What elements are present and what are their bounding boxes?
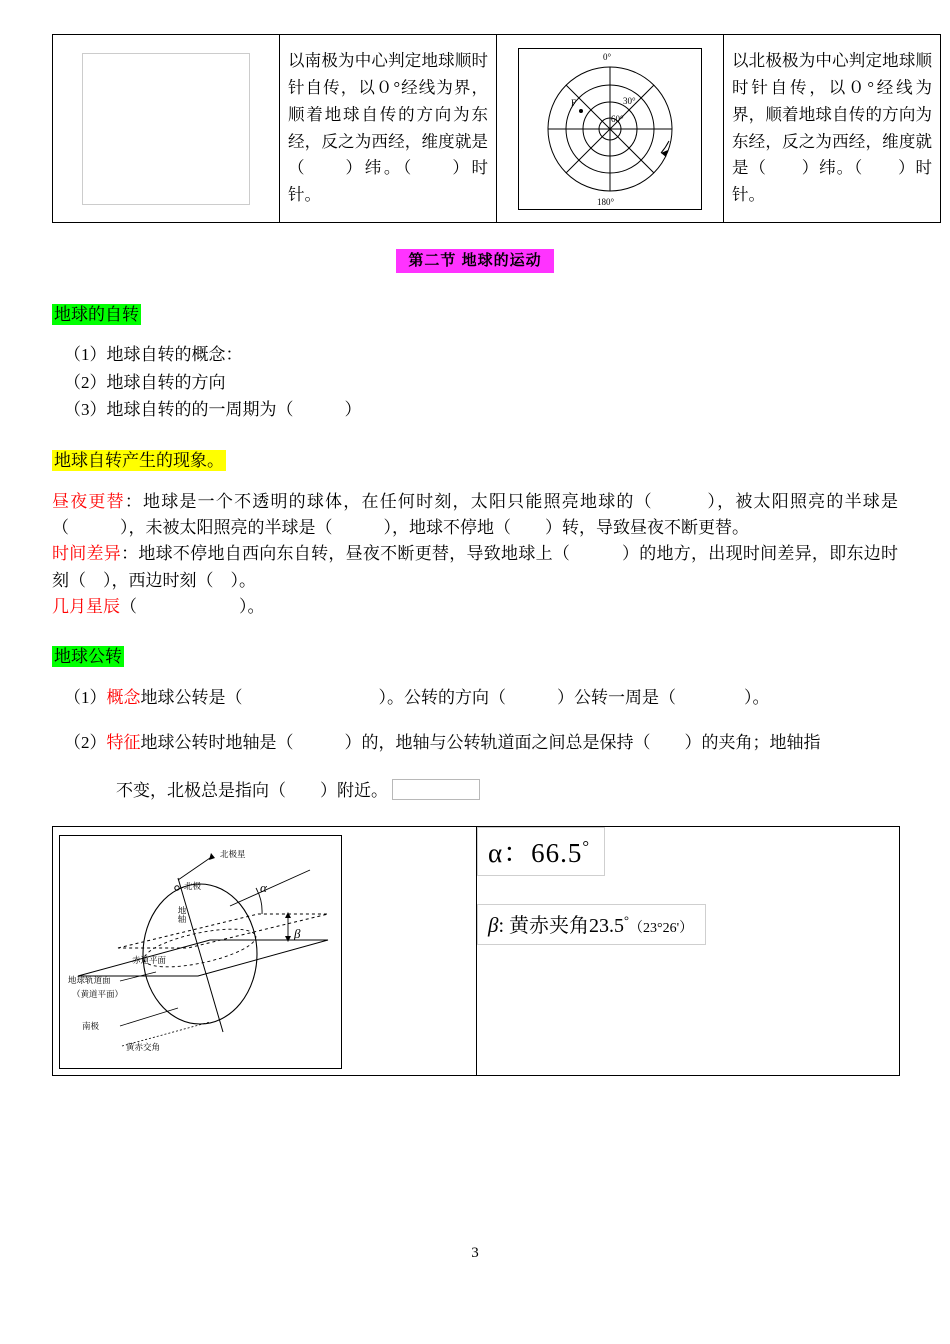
formula-alpha-row [477, 827, 899, 876]
rotation-heading: 地球的自转 [54, 305, 139, 324]
formula-cell [477, 827, 900, 1076]
south-pole-description-cell [280, 35, 497, 223]
revolution-feature-text: 地球公转时地轴是（ ）的，地轴与公转轨道面之间总是保持（ ）的夹角；地轴指 [140, 732, 821, 752]
polar-label-top: 0° [603, 51, 612, 62]
polar-label-point-f: F [571, 97, 577, 108]
list-item: （1）地球自转的概念： [64, 345, 243, 364]
alpha-value: 66.5 [531, 838, 583, 869]
diagram-label-north-star: 北极星 [220, 849, 246, 860]
term-time-difference: 时间差异 [52, 544, 122, 564]
polar-diagram-cell [497, 35, 724, 223]
diagram-label-south-pole: 南极 [82, 1021, 100, 1032]
table-row [53, 827, 900, 1076]
phenomenon-day-night [52, 489, 898, 542]
alpha-separator: ： [503, 838, 532, 869]
polar-label-ring-30: 30° [623, 95, 636, 106]
term-day-night: 昼夜更替 [52, 491, 125, 511]
phenomena-section [52, 446, 898, 471]
term-stars: 几月星辰 [52, 596, 120, 616]
alpha-symbol: α [488, 838, 504, 869]
list-item: （2）地球自转的方向 [64, 372, 226, 392]
phenomenon-time-difference [52, 541, 898, 594]
revolution-feature-line [64, 730, 898, 756]
section-title-label: 第二节 地球的运动 [396, 249, 553, 273]
north-pole-description-cell [724, 35, 941, 223]
polar-projection-diagram [518, 48, 702, 210]
revolution-concept-text: 地球公转是（ ）。公转的方向（ ）公转一周是（ ）。 [140, 688, 770, 708]
section-title [52, 249, 898, 270]
diagram-label-ecliptic-plane: （黄道平面） [72, 989, 124, 1000]
blank-answer-cell [53, 35, 280, 223]
diagram-label-orbital-plane: 地球轨道面 [68, 975, 111, 986]
list-item: （3）地球自转的的一周期为（ ） [64, 400, 362, 420]
polar-label-bottom: 180° [597, 196, 615, 207]
beta-separator: : [498, 915, 505, 938]
north-pole-text: 以北极极为中心判定地球顺时针自传，以０°经线为界，顺着地球自传的方向为东经，反之为西经，维度就是（ ）纬。（ ）时针。 [732, 51, 932, 204]
earth-tilt-diagram-cell [53, 827, 477, 1076]
formula-alpha [477, 827, 605, 876]
term-day-night-text: ：地球是一个不透明的球体，在任何时刻，太阳只能照亮地球的（ ），被太阳照亮的半球是（ ），未被太阳照亮的半球是（ ），地球不停地（ ）转，导致昼夜不断更替。 [52, 491, 899, 537]
revolution-heading: 地球公转 [54, 647, 122, 667]
diagram-label-equator-plane: 赤道平面 [132, 955, 167, 966]
earth-tilt-diagram [59, 835, 342, 1069]
revolution-feature-text2: 不变，北极总是指向（ ）附近。 [116, 781, 388, 800]
beta-unit: ° [624, 913, 629, 928]
revolution-feature-prefix: （2） [64, 732, 107, 752]
revolution-section [52, 642, 898, 667]
page-number: 3 [471, 1245, 479, 1261]
alpha-unit: ° [582, 837, 591, 857]
diagram-label-north-pole: 北极 [184, 881, 202, 892]
revolution-concept-line [64, 685, 898, 711]
beta-symbol: β [488, 913, 499, 938]
phenomenon-stars [52, 594, 898, 620]
earth-tilt-svg [60, 836, 341, 1068]
rotation-list [52, 341, 898, 424]
inline-blank-box [392, 779, 480, 800]
formula-beta [477, 904, 706, 945]
diagram-label-axis: 地轴 [177, 906, 187, 924]
diagram-label-obliquity: 黄赤交角 [126, 1042, 161, 1053]
rotation-section [52, 300, 898, 325]
beta-value: 23.5 [589, 915, 625, 938]
diagram-greek-alpha: α [260, 880, 267, 896]
blank-answer-box [82, 53, 250, 205]
beta-label: 黄赤夹角 [509, 915, 590, 938]
polar-projection-svg [519, 49, 701, 209]
bottom-diagram-table [52, 826, 900, 1076]
revolution-feature-line2 [116, 778, 898, 804]
formula-beta-row [477, 876, 899, 945]
diagram-greek-beta: β [294, 926, 301, 942]
phenomena-heading: 地球自转产生的现象。 [54, 450, 224, 470]
top-comparison-table [52, 34, 941, 223]
south-pole-text: 以南极为中心判定地球顺时针自传，以０°经线为界，顺着地球自传的方向为东经，反之为西经，维度就是（ ）纬。（ ）时针。 [288, 51, 488, 204]
revolution-concept-term: 概念 [106, 688, 141, 708]
beta-note: （23°26'） [629, 921, 694, 937]
term-time-difference-text: ：地球不停地自西向东自转，昼夜不断更替，导致地球上（ ）的地方，出现时间差异，即东边时刻（ ），西边时刻（ ）。 [52, 544, 899, 590]
revolution-concept-prefix: （1） [64, 688, 107, 708]
table-row [53, 35, 941, 223]
term-stars-text: （ ）。 [120, 596, 265, 616]
revolution-feature-term: 特征 [106, 732, 141, 752]
polar-label-ring-60: 60° [611, 113, 624, 124]
